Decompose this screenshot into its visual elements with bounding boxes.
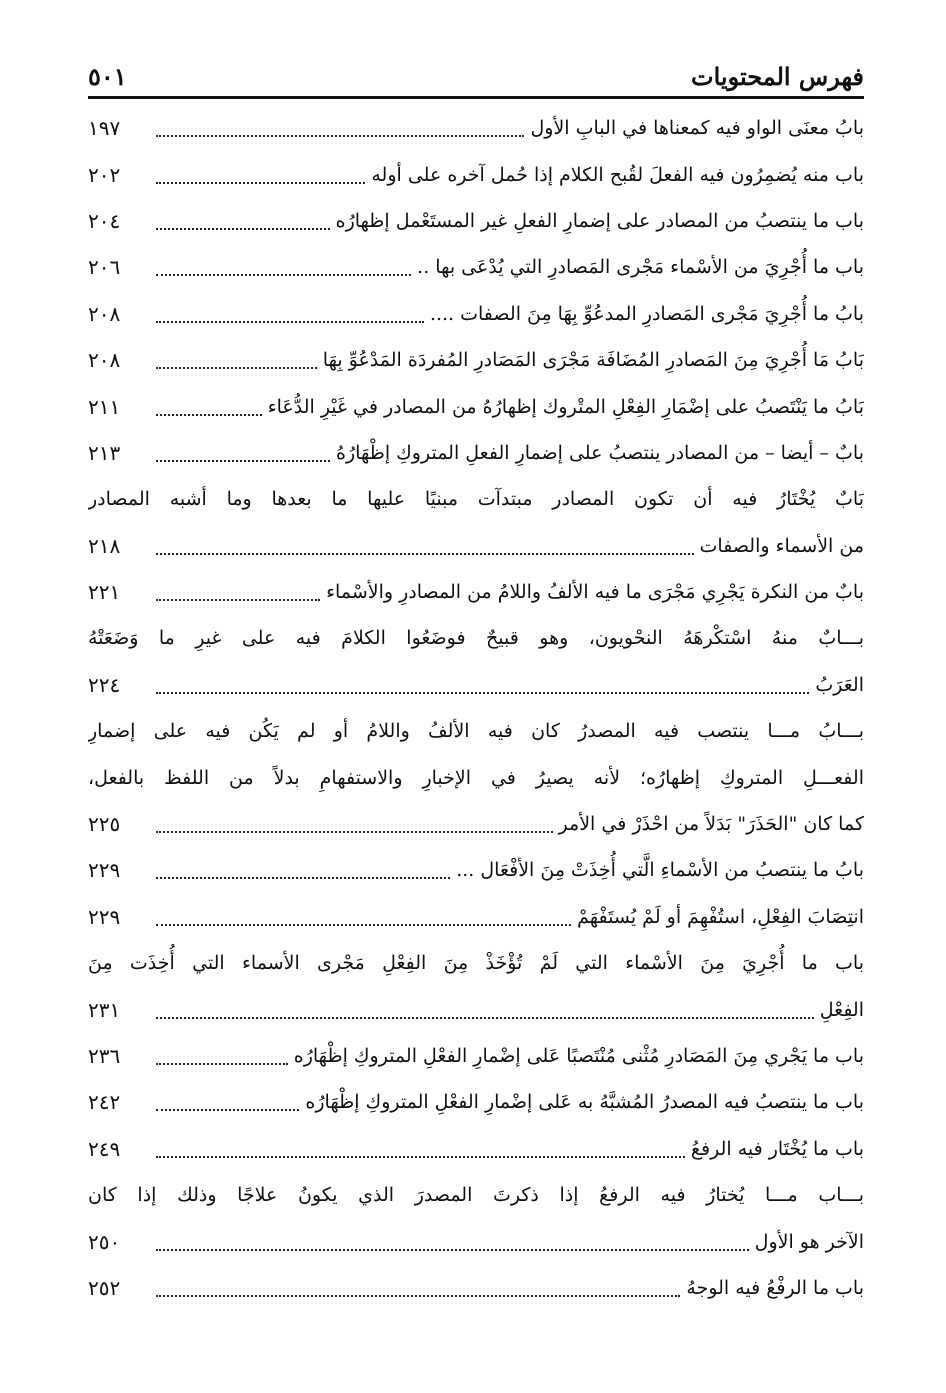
toc-line: [88, 1126, 864, 1172]
toc-page-number: ٢٠٨: [88, 348, 121, 373]
dot-leader: [156, 1249, 749, 1251]
toc-entry-text: باب ما أُجْرِيَ مِنَ الأسْماء التي لَمْ تُؤْخَذْ مِنَ الفِعْلِ مَجْرى الأسماء التي أُخِذَت مِنَ: [88, 952, 864, 975]
toc-line: [88, 708, 864, 754]
toc-line: [88, 569, 864, 615]
toc-entry-text: باب ما ينتصبُ فيه المصدرُ المُشبَّهُ به عَلى إضْمارِ الفعْلِ المتروكِ إظْهَارُه: [305, 1091, 864, 1114]
toc-page-number: ٢٠٦: [88, 255, 121, 280]
toc-page-number: ٢٥٠: [88, 1229, 121, 1254]
toc-page-number: ٢٢٩: [88, 858, 121, 883]
toc-line: [88, 1033, 864, 1079]
toc-entry-text: باب منه يُضمِرُون فيه الفعلَ لقُبح الكلام إذا حُمل آخره على أوله: [371, 163, 864, 186]
toc-entry-text: الآخر هو الأول: [754, 1230, 864, 1253]
toc-entry-text: بَابُ مَا أُجْرِيَ مِنَ المَصادرِ المُضَافَة مَجْرَى المَصَادرِ المُفردَة المَدْعُوِّ بِهَا: [322, 349, 864, 372]
toc-line: [88, 1079, 864, 1125]
toc-page-number: ١٩٧: [88, 116, 121, 141]
toc-line: [88, 523, 864, 569]
toc-entry-text: الفِعْلِ: [819, 998, 864, 1021]
toc-entries: [88, 105, 864, 1311]
toc-entry-text: بـــابُ مـــا ينتصب فيه المصدرُ كان فيه الألفُ واللامُ أو لم يَكُن فيه على إضمارِ: [88, 720, 864, 743]
toc-line: [88, 291, 864, 337]
dot-leader: [156, 460, 330, 462]
page-title: فهرس المحتويات: [690, 62, 864, 91]
toc-entry-text: بـــاب مـــا يُختارُ فيه الرفعُ إذا ذكرتَ المصدرَ الذي يكونُ علاجًا وذلك إذا كان: [88, 1184, 864, 1207]
dot-leader: [156, 1063, 288, 1065]
toc-page-number: ٢٢٥: [88, 812, 121, 837]
dot-leader: [156, 924, 571, 926]
dot-leader: [156, 1109, 299, 1111]
toc-entry-text: باب ما ينتصبُ من المصادر على إضمارِ الفعلِ غير المستَعْمل إظهارُه: [335, 209, 864, 232]
toc-page-number: ٢٤٢: [88, 1090, 121, 1115]
dot-leader: [156, 877, 450, 879]
dot-leader: [156, 414, 262, 416]
dot-leader: [156, 1156, 685, 1158]
toc-entry-text: انتِصَابَ الفِعْلِ، استُفْهِمَ أو لَمْ يُستَفْهَمْ: [577, 905, 864, 928]
toc-page-number: ٢٥٢: [88, 1275, 121, 1300]
toc-page-number: ٢٠٢: [88, 162, 121, 187]
toc-entry-text: بابٌ – أيضا – من المصادر ينتصبُ على إضمارِ الفعلِ المتروكِ إظْهَارُهُ: [336, 441, 864, 464]
toc-entry-text: الفعـــلِ المتروكِ إظهارُه؛ لأنه يصيرُ في الإخبارِ والاستفهامِ بدلاً من اللفظ بالفعل،: [88, 766, 864, 789]
toc-page-number: ٢١٨: [88, 533, 121, 558]
toc-line: [88, 940, 864, 986]
toc-page-number: ٢٢١: [88, 580, 121, 605]
page-number: ٥٠١: [88, 62, 127, 91]
toc-page-number: ٢٢٩: [88, 904, 121, 929]
toc-line: [88, 801, 864, 847]
toc-entry-text: بابُ معنَى الواو فيه كمعناها في البابِ الأول: [530, 117, 864, 140]
dot-leader: [156, 228, 330, 230]
dot-leader: [156, 135, 524, 137]
toc-page-number: ٢٢٤: [88, 672, 121, 697]
toc-entry-text: باب ما أُجْرِيَ من الأسْماء مَجْرى المَصادرِ التي يُدْعَى بها ..: [417, 256, 864, 279]
toc-page-number: ٢١١: [88, 394, 121, 419]
toc-page-number: ٢٠٨: [88, 301, 121, 326]
toc-entry-text: بَابٌ يُخْتَارُ فيه أن تكون المصادر مبتدآت مبنيًا عليها ما بعدها وما أشبه المصادر: [88, 488, 864, 511]
page-header: [88, 40, 864, 99]
dot-leader: [156, 182, 365, 184]
dot-leader: [156, 321, 424, 323]
dot-leader: [156, 692, 809, 694]
toc-line: [88, 615, 864, 661]
toc-page-number: ٢٠٤: [88, 208, 121, 233]
dot-leader: [156, 1295, 680, 1297]
toc-line: [88, 986, 864, 1032]
toc-line: [88, 1172, 864, 1218]
toc-line: [88, 105, 864, 151]
toc-line: [88, 198, 864, 244]
toc-line: [88, 1265, 864, 1311]
toc-page-number: ٢٤٩: [88, 1136, 121, 1161]
toc-page-number: ٢١٣: [88, 440, 121, 465]
dot-leader: [156, 599, 320, 601]
toc-page-number: ٢٣١: [88, 997, 121, 1022]
toc-page-number: ٢٣٦: [88, 1044, 121, 1068]
toc-line: [88, 244, 864, 290]
toc-entry-text: بابٌ من النكرة يَجْرِي مَجْرَى ما فيه الألفُ واللامُ من المصادرِ والأسْماء: [326, 581, 864, 604]
toc-entry-text: من الأسماء والصفات: [699, 534, 864, 557]
toc-page: [88, 40, 864, 1311]
toc-line: [88, 383, 864, 429]
dot-leader: [156, 1017, 814, 1019]
toc-entry-text: بابُ ما ينتصبُ من الأسْماءِ الَّتي أُخِذَتْ مِنَ الأفْعَال ...: [456, 859, 864, 882]
toc-entry-text: باب ما يَجْري مِنَ المَصَادرِ مُثْنى مُنْتَصبًا عَلى إضْمارِ الفعْلِ المتروكِ إظْهَارُه: [293, 1045, 864, 1067]
toc-line: [88, 337, 864, 383]
toc-entry-text: بابُ ما أُجْرِيَ مَجْرى المَصادرِ المدعُوِّ بِهَا مِنَ الصفات ....: [429, 302, 864, 325]
dot-leader: [156, 553, 694, 555]
toc-entry-text: باب ما الرفْعُ فيه الوجهُ: [686, 1276, 864, 1299]
toc-entry-text: بـــابٌ منهُ اسْتكْرهَهُ النحْويون، وهو قبيحٌ فوضَعُوا الكلامَ فيه على غيرِ ما وَضَعَتْهُ: [88, 627, 864, 650]
toc-entry-text: باب ما يُخْتَار فيه الرفعُ: [690, 1137, 864, 1160]
dot-leader: [156, 831, 553, 833]
toc-line: [88, 430, 864, 476]
toc-line: [88, 1218, 864, 1264]
toc-line: [88, 151, 864, 197]
toc-line: [88, 847, 864, 893]
toc-line: [88, 894, 864, 940]
toc-entry-text: كما كان "الحَذَرَ" بَدَلاً من احْذَرْ في الأمر: [558, 813, 864, 836]
dot-leader: [156, 367, 317, 369]
toc-line: [88, 476, 864, 522]
toc-entry-text: العَرَبُ: [815, 673, 864, 696]
toc-entry-text: بَابُ ما يَنْتَصبُ على إضْمَارِ الفِعْلِ المتْروك إظهارُهُ من المصادر في غَيْرِ الدُّعَاء: [267, 395, 864, 418]
dot-leader: [156, 274, 411, 276]
toc-line: [88, 662, 864, 708]
toc-line: [88, 754, 864, 800]
